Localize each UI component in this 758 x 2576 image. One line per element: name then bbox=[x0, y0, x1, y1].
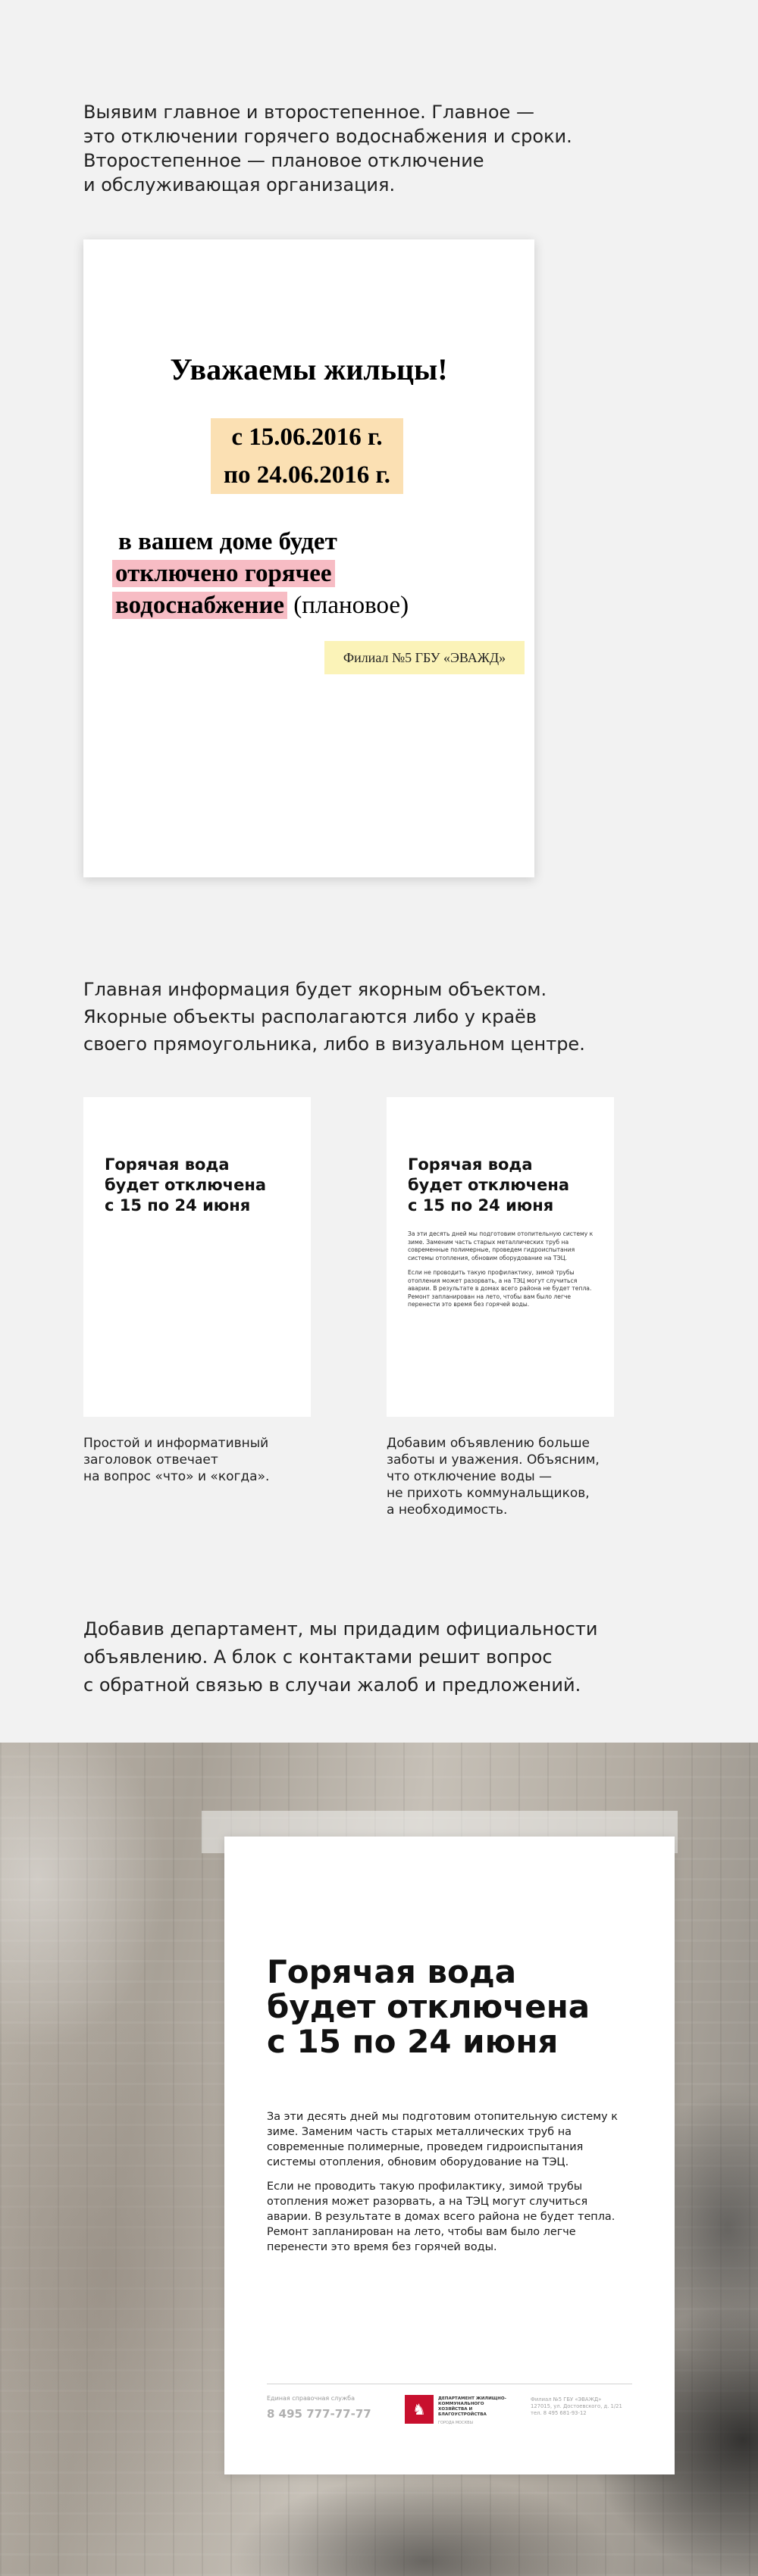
notice-highlight-main: отключено горячее bbox=[112, 560, 335, 587]
notice-date-to: по 24.06.2016 г. bbox=[211, 456, 403, 494]
card-title bbox=[408, 1155, 569, 1216]
explained-card-caption bbox=[387, 1435, 600, 1518]
department-name: ДЕПАРТАМЕНТ ЖИЛИЩНО-КОММУНАЛЬНОГО ХОЗЯЙСТВА И БЛАГОУСТРОЙСТВА bbox=[438, 2396, 506, 2417]
intro-line: Второстепенное — плановое отключение bbox=[83, 150, 484, 171]
card-paragraph: Если не проводить такую профилактику, зимой трубы отопления может разорвать, а на ТЭЦ могут случиться аварии. В результате в домах всего района не будет тепла. Ремонт запланирован на лето, чтобы вам было легче перенести это время без горячей воды. bbox=[408, 1269, 592, 1308]
notice-greeting: Уважаемы жильцы! bbox=[170, 352, 448, 386]
notice-date-from: с 15.06.2016 г. bbox=[211, 418, 403, 456]
anchor-line: своего прямоугольника, либо в визуальном центре. bbox=[83, 1033, 585, 1055]
explained-card bbox=[387, 1097, 614, 1417]
intro-text bbox=[83, 100, 629, 197]
card-title-line: будет отключена bbox=[105, 1176, 267, 1194]
card-title-line: с 15 по 24 июня bbox=[408, 1196, 554, 1215]
poster-paragraph: Если не проводить такую профилактику, зимой трубы отопления может разорвать, а на ТЭЦ могут случиться аварии. В результате в домах всего района не будет тепла. Ремонт запланирован на лето, чтобы вам было легче перенести это время без горячей воды. bbox=[267, 2181, 615, 2253]
notice-branch: Филиал №5 ГБУ «ЭВАЖД» bbox=[324, 641, 525, 674]
original-notice bbox=[83, 239, 534, 877]
department-city: ГОРОДА МОСКВЫ bbox=[438, 2421, 473, 2425]
intro-line: Выявим главное и второстепенное. Главное — bbox=[83, 102, 534, 123]
branch-line: Филиал №5 ГБУ «ЭВАЖД» bbox=[531, 2396, 602, 2402]
notice-highlight-main: водоснабжение bbox=[112, 592, 287, 619]
anchor-line: Главная информация будет якорным объектом. bbox=[83, 979, 547, 1000]
department-text bbox=[83, 1615, 690, 1699]
anchor-line: Якорные объекты располагаются либо у краёв bbox=[83, 1006, 537, 1027]
caption-line: на вопрос «что» и «когда». bbox=[83, 1469, 270, 1484]
caption-line: не прихоть коммунальщиков, bbox=[387, 1486, 590, 1501]
card-title-line: Горячая вода bbox=[105, 1155, 230, 1174]
card-title bbox=[105, 1155, 266, 1216]
service-label: Единая справочная служба bbox=[267, 2395, 355, 2402]
anchor-text bbox=[83, 976, 659, 1058]
notice-body bbox=[112, 526, 409, 621]
service-phone: 8 495 777-77-77 bbox=[267, 2407, 371, 2421]
caption-line: Простой и информативный bbox=[83, 1436, 269, 1451]
moscow-coat-of-arms-icon: ♞ bbox=[405, 2395, 434, 2424]
notice-line: в вашем доме будет bbox=[118, 528, 337, 555]
card-title-line: Горячая вода bbox=[408, 1155, 533, 1174]
intro-line: это отключении горячего водоснабжения и сроки. bbox=[83, 126, 572, 147]
headline-card bbox=[83, 1097, 311, 1417]
department-line: с обратной связью в случаи жалоб и предложений. bbox=[83, 1674, 581, 1696]
branch-line: 127015, ул. Достоевского, д. 1/21 bbox=[531, 2403, 622, 2409]
caption-line: а необходимость. bbox=[387, 1502, 508, 1518]
headline-card-caption bbox=[83, 1435, 269, 1485]
poster-body bbox=[267, 2109, 631, 2264]
caption-line: заголовок отвечает bbox=[83, 1452, 218, 1468]
poster-title-line: будет отключена bbox=[267, 1988, 590, 2025]
department-line: Добавив департамент, мы придадим официальности bbox=[83, 1618, 598, 1640]
poster-title-line: с 15 по 24 июня bbox=[267, 2023, 559, 2060]
poster-title-line: Горячая вода bbox=[267, 1953, 517, 1990]
card-paragraph: За эти десять дней мы подготовим отопительную систему к зиме. Заменим часть старых металлических труб на современные полимерные, проведем гидроиспытания системы отопления, обновим оборудование на ТЭЦ. bbox=[408, 1230, 594, 1261]
caption-line: что отключение воды — bbox=[387, 1469, 553, 1484]
wall-photo bbox=[0, 1743, 758, 2576]
branch-contacts bbox=[531, 2396, 634, 2417]
notice-line-rest: (плановое) bbox=[287, 592, 409, 619]
card-body bbox=[408, 1230, 597, 1316]
branch-line: тел. 8 495 681-93-12 bbox=[531, 2410, 587, 2416]
poster-paragraph: За эти десять дней мы подготовим отопительную систему к зиме. Заменим часть старых металлических труб на современные полимерные, проведем гидроиспытания системы отопления, обновим оборудование на ТЭЦ. bbox=[267, 2111, 618, 2168]
poster-footer bbox=[267, 2384, 632, 2429]
caption-line: заботы и уважения. Объясним, bbox=[387, 1452, 600, 1468]
card-title-line: будет отключена bbox=[408, 1176, 570, 1194]
caption-line: Добавим объявлению больше bbox=[387, 1436, 590, 1451]
poster-title bbox=[267, 1955, 590, 2059]
card-title-line: с 15 по 24 июня bbox=[105, 1196, 251, 1215]
final-poster bbox=[224, 1837, 675, 2474]
department-line: объявлению. А блок с контактами решит вопрос bbox=[83, 1646, 553, 1668]
intro-line: и обслуживающая организация. bbox=[83, 174, 396, 195]
